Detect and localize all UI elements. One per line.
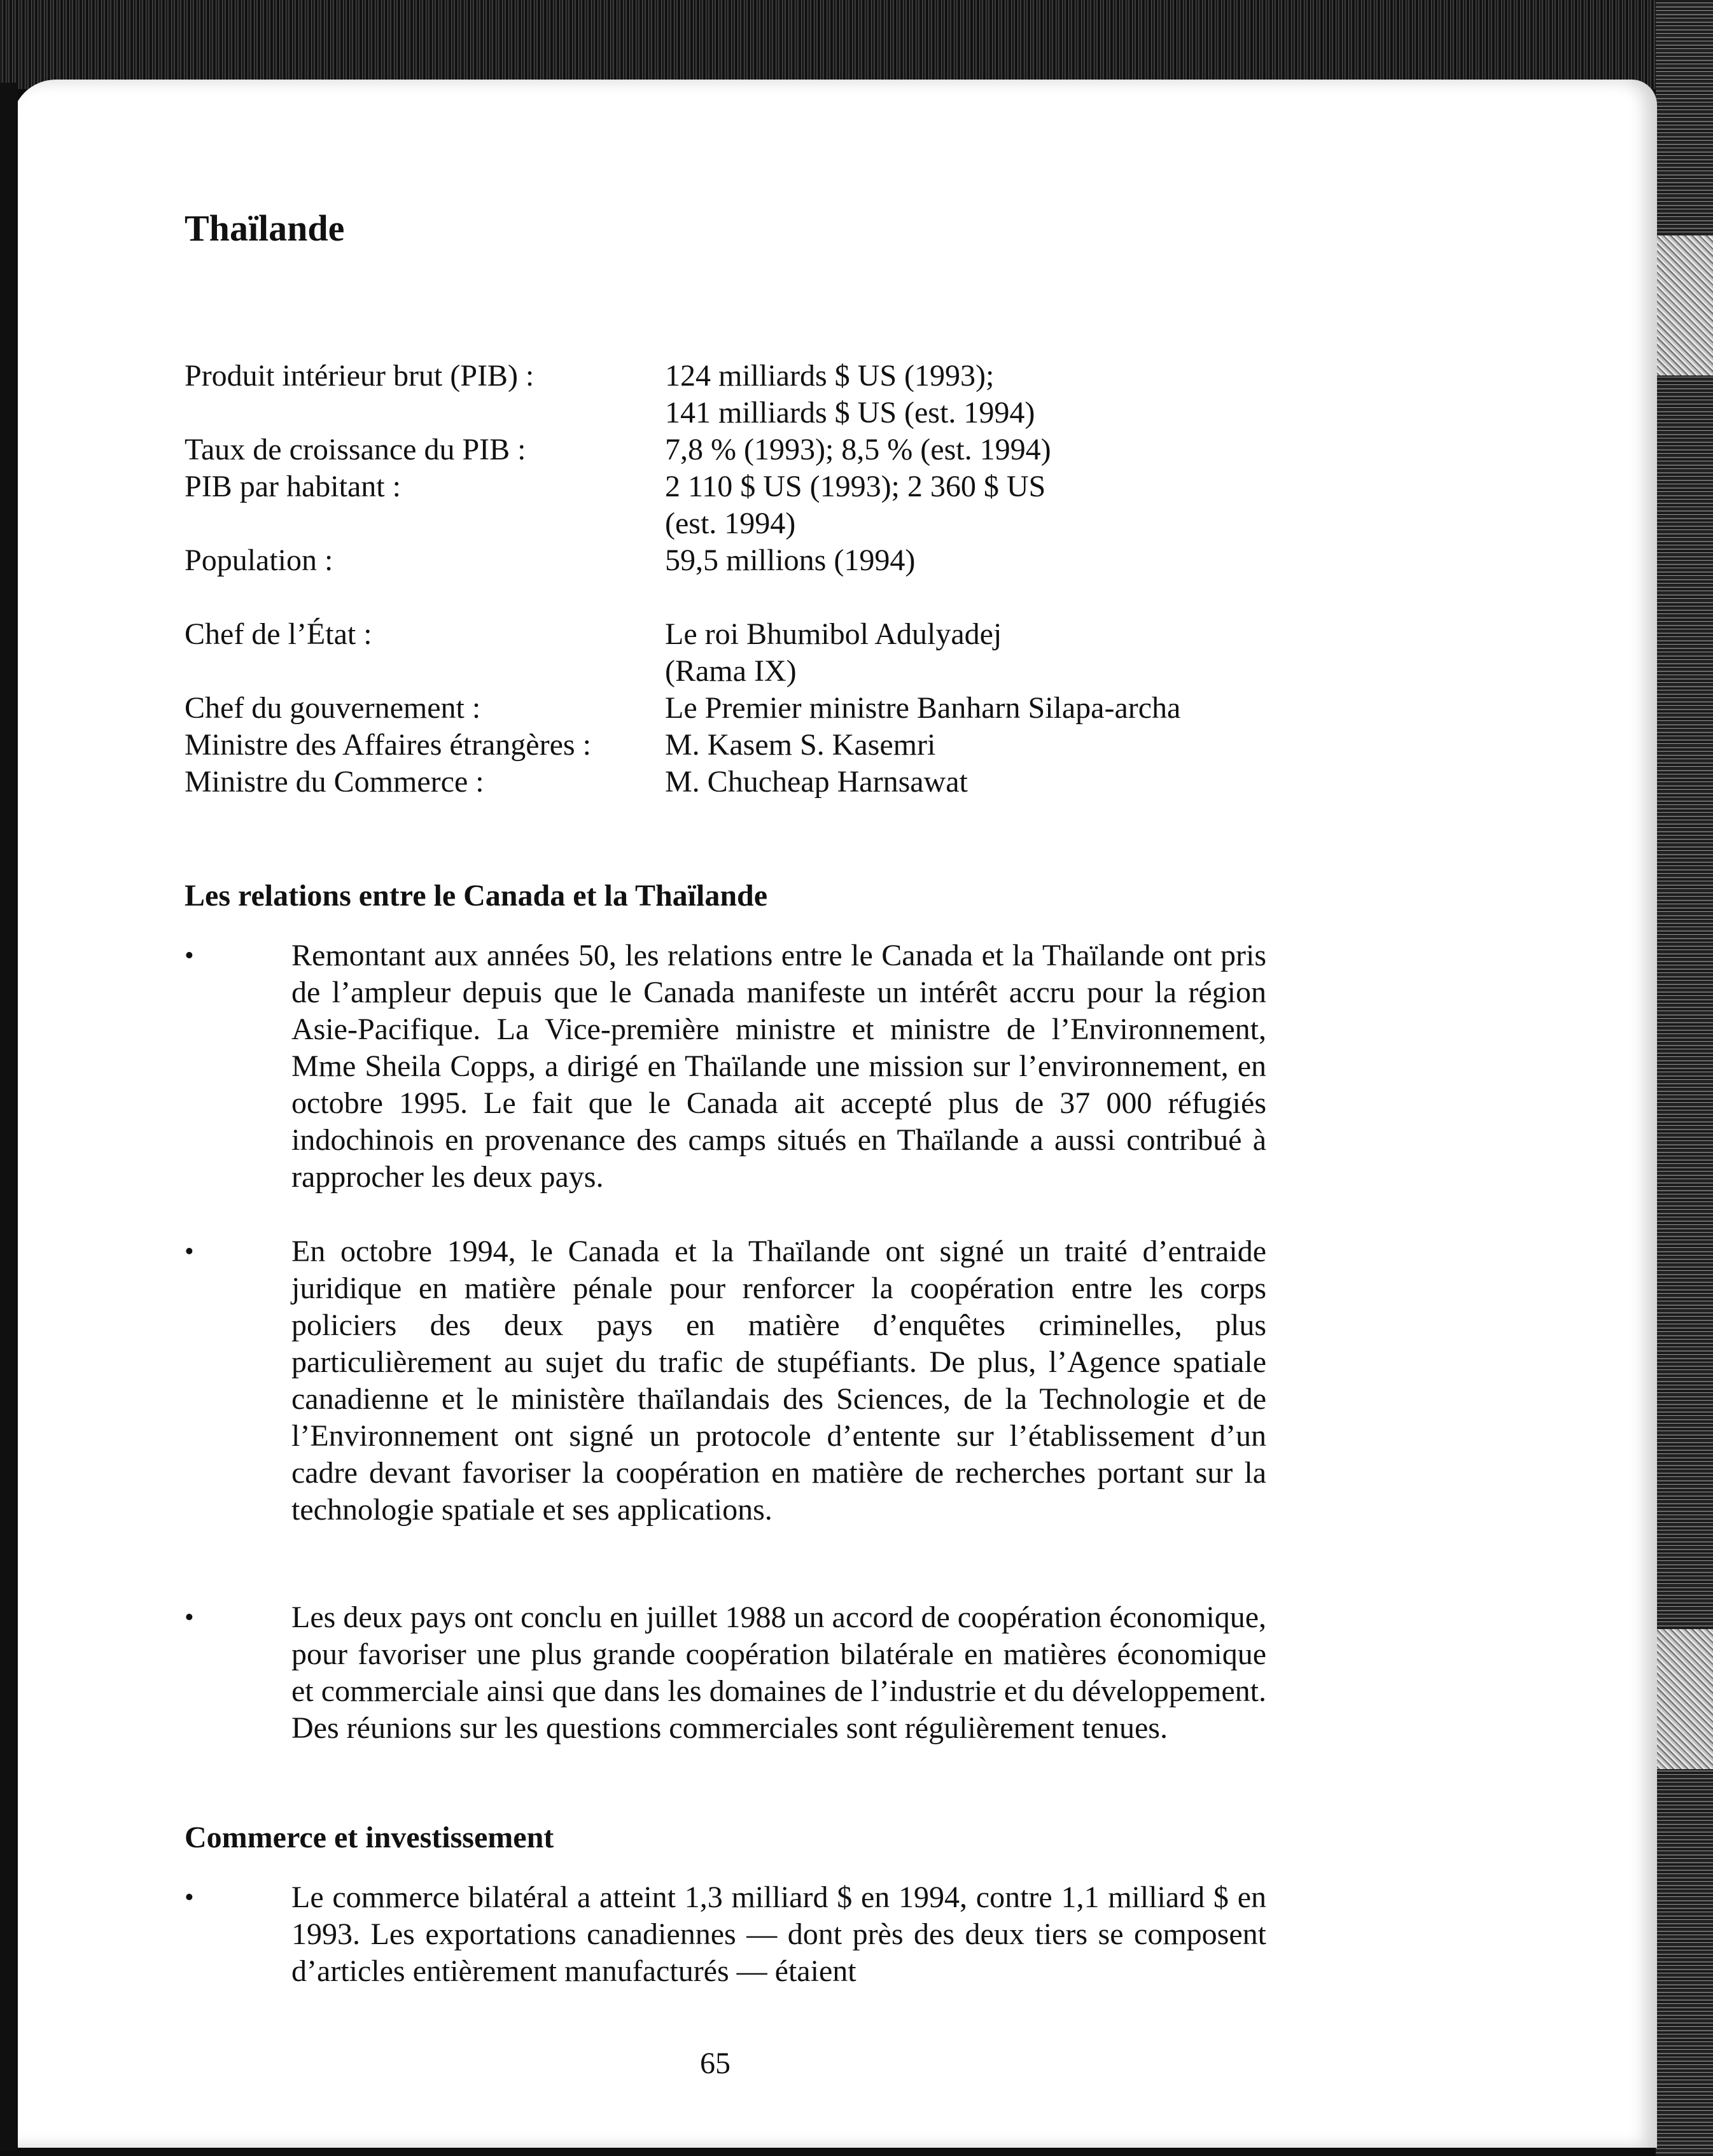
fact-label: Taux de croissance du PIB :: [185, 433, 526, 466]
fact-label: [185, 505, 665, 542]
fact-value: 141 milliards $ US (est. 1994): [665, 396, 1035, 430]
fact-row: [185, 468, 1394, 505]
fact-value: M. Chucheap Harnsawat: [665, 765, 968, 799]
bullet-marker: •: [185, 1603, 194, 1632]
fact-row: [185, 542, 1394, 579]
fact-value: 124 milliards $ US (1993);: [665, 359, 995, 393]
fact-row: [185, 690, 1394, 727]
fact-row: [185, 505, 1394, 542]
fact-label: Population :: [185, 543, 333, 577]
country-facts: [185, 358, 1394, 801]
page-title: Thaïlande: [185, 207, 345, 249]
fact-label: Ministre des Affaires étrangères :: [185, 728, 591, 762]
fact-label: Chef de l’État :: [185, 617, 372, 651]
fact-value: (est. 1994): [665, 507, 796, 540]
bullet-marker: •: [185, 1883, 194, 1912]
fact-row: [185, 431, 1394, 468]
fact-row: [185, 764, 1394, 801]
fact-row: [185, 395, 1394, 431]
list-item: [185, 1879, 1266, 1990]
fact-label: Produit intérieur brut (PIB) :: [185, 359, 535, 393]
section-heading-commerce: Commerce et investissement: [185, 1821, 554, 1854]
list-item-text: Remontant aux années 50, les relations entre le Canada et la Thaïlande ont pris de l’ampleur depuis que le Canada manifeste un intérêt accru pour la région Asie-Pacifique. La Vice-première ministre et ministre de l’Environnement, Mme Sheila Copps, a dirigé en Thaïlande une mission sur l’environnement, en octobre 1995. Le fait que le Canada ait accepté plus de 37 000 réfugiés indochinois en provenance des camps situés en Thaïlande a aussi contribué à rapprocher les deux pays.: [291, 939, 1266, 1194]
fact-label: [185, 395, 665, 431]
fact-value: Le roi Bhumibol Adulyadej: [665, 617, 1002, 651]
fact-row: [185, 727, 1394, 764]
fact-value: 59,5 millions (1994): [665, 543, 916, 577]
list-item: [185, 937, 1266, 1196]
bullet-marker: •: [185, 941, 194, 970]
fact-row: [185, 616, 1394, 653]
list-item-text: Le commerce bilatéral a atteint 1,3 milliard $ en 1994, contre 1,1 milliard $ en 1993. Les exportations canadiennes — dont près des deux tiers se composent d’articles entièrement manufacturés — étaient: [291, 1880, 1266, 1988]
fact-value: Le Premier ministre Banharn Silapa-archa: [665, 691, 1181, 725]
page-number: 65: [700, 2047, 731, 2080]
fact-row: [185, 653, 1394, 690]
fact-label: [185, 653, 665, 690]
fact-label: PIB par habitant :: [185, 470, 401, 503]
list-item-text: Les deux pays ont conclu en juillet 1988 un accord de coopération économique, pour favoriser une plus grande coopération bilatérale en matières économique et commerciale ainsi que dans les domaines de l’industrie et du développement. Des réunions sur les questions commerciales sont régulièrement tenues.: [291, 1600, 1266, 1745]
fact-value: 7,8 % (1993); 8,5 % (est. 1994): [665, 433, 1051, 466]
section-heading-relations: Les relations entre le Canada et la Thaïlande: [185, 879, 768, 913]
fact-value: 2 110 $ US (1993); 2 360 $ US: [665, 470, 1046, 503]
fact-value: (Rama IX): [665, 654, 797, 688]
fact-label: Chef du gouvernement :: [185, 691, 481, 725]
fact-label: Ministre du Commerce :: [185, 765, 484, 799]
fact-value: M. Kasem S. Kasemri: [665, 728, 936, 762]
list-item: [185, 1599, 1266, 1747]
fact-row: [185, 358, 1394, 395]
list-item: [185, 1233, 1266, 1529]
bullet-marker: •: [185, 1237, 194, 1266]
list-item-text: En octobre 1994, le Canada et la Thaïlande ont signé un traité d’entraide juridique en matière pénale pour renforcer la coopération entre les corps policiers des deux pays en matière d’enquêtes criminelles, plus particulièrement au sujet du trafic de stupéfiants. De plus, l’Agence spatiale canadienne et le ministère thaïlandais des Sciences, de la Technologie et de l’Environnement ont signé un protocole d’entente sur l’établissement d’un cadre devant favoriser la coopération en matière de recherches portant sur la technologie spatiale et ses applications.: [291, 1235, 1266, 1527]
